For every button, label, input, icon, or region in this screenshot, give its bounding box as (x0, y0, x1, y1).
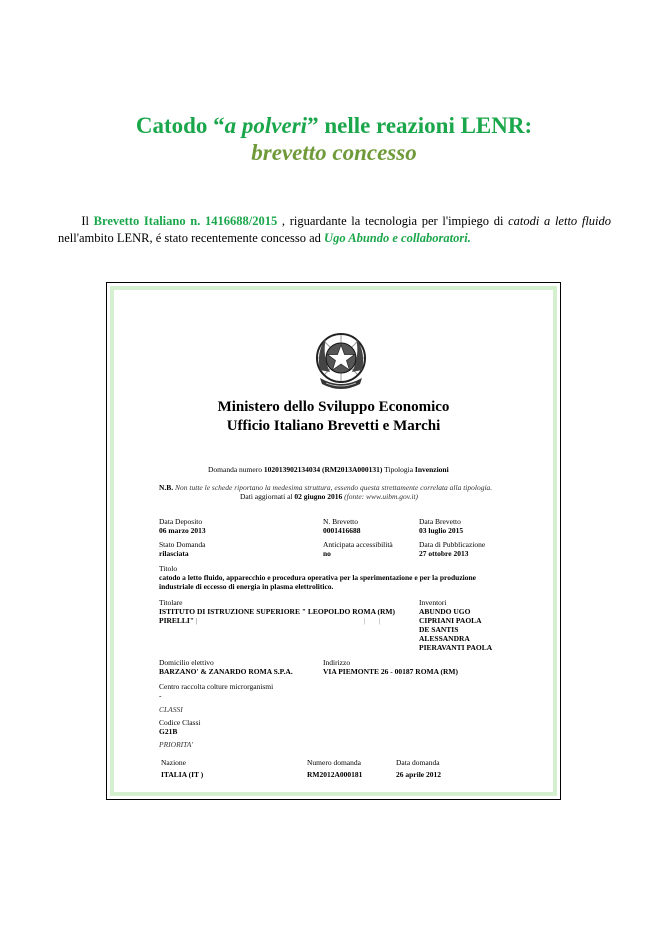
nb-note: N.B. Non tutte le schede riportano la medesima struttura, essendo questa strettamente correlata alla tipologia. (159, 483, 493, 492)
titolare: Titolare ISTITUTO DI ISTRUZIONE SUPERIORE " LEOPOLDO ROMA (RM) PIRELLI" | (159, 598, 395, 625)
patent-reference: Brevetto Italiano n. 1416688/2015 (93, 214, 278, 228)
numero-domanda: Numero domanda RM2012A000181 (307, 758, 363, 779)
data-updated-line: Dati aggiornati al 02 giugno 2016 (fonte: www.uibm.gov.it) (240, 492, 419, 501)
data-pubblicazione: Data di Pubblicazione 27 ottobre 2013 (419, 540, 486, 558)
data-domanda: Data domanda 26 aprile 2012 (396, 758, 441, 779)
authors: Ugo Abundo e collaboratori. (324, 231, 471, 245)
italian-republic-emblem-icon (312, 326, 370, 396)
stato-domanda: Stato Domanda rilasciata (159, 540, 206, 558)
certificate (110, 286, 557, 796)
data-deposito: Data Deposito 06 marzo 2013 (159, 517, 206, 535)
page-title: Catodo “a polveri” nelle reazioni LENR: (135, 113, 533, 138)
inventori: Inventori ABUNDO UGO CIPRIANI PAOLA DE SANTIS ALESSANDRA PIERAVANTI PAOLA (419, 598, 493, 652)
centro-raccolta: Centro raccolta colture microrganismi - (159, 682, 274, 700)
indirizzo: Indirizzo VIA PIEMONTE 26 - 00187 ROMA (RM) (323, 658, 458, 676)
n-brevetto: N. Brevetto 0001416688 (323, 517, 361, 535)
data-brevetto: Data Brevetto 03 luglio 2015 (419, 517, 464, 535)
intro-paragraph: Il Brevetto Italiano n. 1416688/2015 , riguardante la tecnologia per l'impiego di catodi a letto fluido nell'ambito LENR, é stato recentemente concesso ad Ugo Abundo e collaboratori. (58, 214, 612, 245)
codice-classi: Codice Classi G21B (159, 718, 201, 736)
nazione: Nazione ITALIA (IT ) (161, 758, 204, 779)
priorita-heading: PRIORITA' (159, 740, 193, 749)
page-subtitle: brevetto concesso (251, 140, 417, 165)
titolare-separators: | | (364, 616, 381, 625)
classi-heading: CLASSI (159, 705, 183, 714)
anticipata-accessibilita: Anticipata accessibilità no (323, 540, 393, 558)
application-number-line: Domanda numero 102013902134034 (RM2013A000131) Tipologia Invenzioni (208, 465, 449, 474)
domicilio-elettivo: Domicilio elettivo BARZANO' & ZANARDO ROMA S.P.A. (159, 658, 293, 676)
ministry-heading: Ministero dello Sviluppo Economico Ufficio Italiano Brevetti e Marchi (217, 399, 450, 434)
certificate-frame (106, 282, 561, 800)
titolo: Titolo catodo a letto fluido, apparecchio e procedura operativa per la sperimentazione e per la produzione industriale di eccesso di energia in plasma elettrolitico. (159, 564, 476, 591)
